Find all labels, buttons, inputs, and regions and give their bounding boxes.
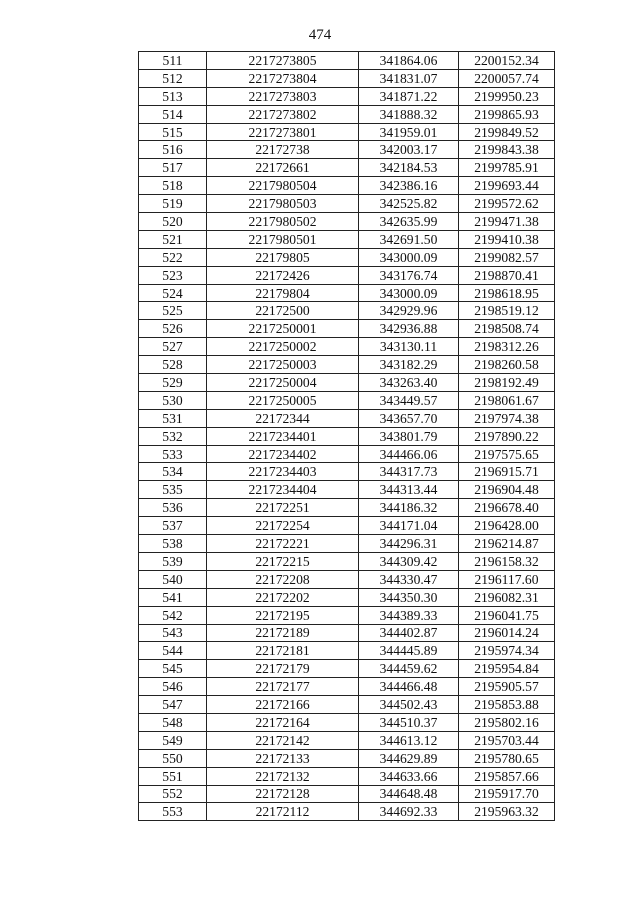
page-number: 474: [308, 27, 332, 43]
x-coordinate-cell: 344171.04: [359, 517, 459, 535]
point-id-cell: 2217980502: [207, 213, 359, 231]
table-row: [139, 517, 555, 535]
y-coordinate-cell: 2199082.57: [459, 248, 555, 266]
y-coordinate-cell: 2199410.38: [459, 230, 555, 248]
row-number-cell: 535: [139, 481, 207, 499]
table-row: [139, 338, 555, 356]
y-coordinate-cell: 2198618.95: [459, 284, 555, 302]
point-id-cell: 2217250004: [207, 374, 359, 392]
row-number-cell: 522: [139, 248, 207, 266]
x-coordinate-cell: 343657.70: [359, 409, 459, 427]
point-id-cell: 2217273804: [207, 69, 359, 87]
table-row: [139, 409, 555, 427]
x-coordinate-cell: 342003.17: [359, 141, 459, 159]
point-id-cell: 2217980503: [207, 195, 359, 213]
x-coordinate-cell: 344502.43: [359, 696, 459, 714]
y-coordinate-cell: 2195963.32: [459, 803, 555, 821]
row-number-cell: 551: [139, 767, 207, 785]
x-coordinate-cell: 344317.73: [359, 463, 459, 481]
row-number-cell: 548: [139, 713, 207, 731]
table-row: [139, 481, 555, 499]
y-coordinate-cell: 2196082.31: [459, 588, 555, 606]
point-id-cell: 2217250003: [207, 356, 359, 374]
row-number-cell: 519: [139, 195, 207, 213]
x-coordinate-cell: 341831.07: [359, 69, 459, 87]
x-coordinate-cell: 342936.88: [359, 320, 459, 338]
x-coordinate-cell: 344648.48: [359, 785, 459, 803]
row-number-cell: 544: [139, 642, 207, 660]
x-coordinate-cell: 341871.22: [359, 87, 459, 105]
point-id-cell: 2217234402: [207, 445, 359, 463]
point-id-cell: 22172661: [207, 159, 359, 177]
y-coordinate-cell: 2196428.00: [459, 517, 555, 535]
row-number-cell: 524: [139, 284, 207, 302]
y-coordinate-cell: 2195780.65: [459, 749, 555, 767]
y-coordinate-cell: 2195853.88: [459, 696, 555, 714]
point-id-cell: 22172177: [207, 678, 359, 696]
table-row: [139, 69, 555, 87]
row-number-cell: 549: [139, 731, 207, 749]
row-number-cell: 547: [139, 696, 207, 714]
table-row: [139, 660, 555, 678]
x-coordinate-cell: 344466.06: [359, 445, 459, 463]
x-coordinate-cell: 344389.33: [359, 606, 459, 624]
point-id-cell: 22172164: [207, 713, 359, 731]
table-row: [139, 213, 555, 231]
y-coordinate-cell: 2195954.84: [459, 660, 555, 678]
x-coordinate-cell: 342184.53: [359, 159, 459, 177]
table-row: [139, 356, 555, 374]
table-row: [139, 230, 555, 248]
y-coordinate-cell: 2196915.71: [459, 463, 555, 481]
row-number-cell: 538: [139, 535, 207, 553]
point-id-cell: 2217250002: [207, 338, 359, 356]
point-id-cell: 2217234403: [207, 463, 359, 481]
table-row: [139, 624, 555, 642]
y-coordinate-cell: 2199865.93: [459, 105, 555, 123]
row-number-cell: 523: [139, 266, 207, 284]
table-row: [139, 159, 555, 177]
table-row: [139, 678, 555, 696]
x-coordinate-cell: 343449.57: [359, 391, 459, 409]
table-row: [139, 731, 555, 749]
point-id-cell: 2217234404: [207, 481, 359, 499]
point-id-cell: 22172128: [207, 785, 359, 803]
table-row: [139, 499, 555, 517]
row-number-cell: 541: [139, 588, 207, 606]
table-row: [139, 177, 555, 195]
row-number-cell: 536: [139, 499, 207, 517]
x-coordinate-cell: 344445.89: [359, 642, 459, 660]
table-row: [139, 767, 555, 785]
point-id-cell: 22179804: [207, 284, 359, 302]
table-row: [139, 284, 555, 302]
row-number-cell: 528: [139, 356, 207, 374]
row-number-cell: 537: [139, 517, 207, 535]
table-row: [139, 302, 555, 320]
point-id-cell: 2217273802: [207, 105, 359, 123]
x-coordinate-cell: 344350.30: [359, 588, 459, 606]
x-coordinate-cell: 343176.74: [359, 266, 459, 284]
point-id-cell: 22172112: [207, 803, 359, 821]
point-id-cell: 2217273801: [207, 123, 359, 141]
y-coordinate-cell: 2198508.74: [459, 320, 555, 338]
x-coordinate-cell: 344296.31: [359, 535, 459, 553]
table-row: [139, 696, 555, 714]
point-id-cell: 22172189: [207, 624, 359, 642]
table-row: [139, 141, 555, 159]
row-number-cell: 532: [139, 427, 207, 445]
point-id-cell: 2217250001: [207, 320, 359, 338]
row-number-cell: 529: [139, 374, 207, 392]
point-id-cell: 2217273803: [207, 87, 359, 105]
x-coordinate-cell: 344629.89: [359, 749, 459, 767]
row-number-cell: 543: [139, 624, 207, 642]
row-number-cell: 515: [139, 123, 207, 141]
point-id-cell: 22172344: [207, 409, 359, 427]
table-row: [139, 248, 555, 266]
y-coordinate-cell: 2199849.52: [459, 123, 555, 141]
x-coordinate-cell: 344510.37: [359, 713, 459, 731]
row-number-cell: 533: [139, 445, 207, 463]
y-coordinate-cell: 2195857.66: [459, 767, 555, 785]
y-coordinate-cell: 2198312.26: [459, 338, 555, 356]
table-row: [139, 552, 555, 570]
x-coordinate-cell: 343130.11: [359, 338, 459, 356]
row-number-cell: 550: [139, 749, 207, 767]
y-coordinate-cell: 2199785.91: [459, 159, 555, 177]
y-coordinate-cell: 2197890.22: [459, 427, 555, 445]
x-coordinate-cell: 343182.29: [359, 356, 459, 374]
row-number-cell: 542: [139, 606, 207, 624]
x-coordinate-cell: 344459.62: [359, 660, 459, 678]
x-coordinate-cell: 344309.42: [359, 552, 459, 570]
table-row: [139, 52, 555, 70]
table-row: [139, 713, 555, 731]
row-number-cell: 512: [139, 69, 207, 87]
row-number-cell: 526: [139, 320, 207, 338]
x-coordinate-cell: 341864.06: [359, 52, 459, 70]
table-row: [139, 588, 555, 606]
row-number-cell: 517: [139, 159, 207, 177]
y-coordinate-cell: 2198870.41: [459, 266, 555, 284]
row-number-cell: 552: [139, 785, 207, 803]
table-row: [139, 391, 555, 409]
table-row: [139, 803, 555, 821]
table-row: [139, 87, 555, 105]
y-coordinate-cell: 2198260.58: [459, 356, 555, 374]
row-number-cell: 539: [139, 552, 207, 570]
point-id-cell: 22172133: [207, 749, 359, 767]
table-row: [139, 374, 555, 392]
point-id-cell: 22172166: [207, 696, 359, 714]
row-number-cell: 514: [139, 105, 207, 123]
point-id-cell: 22172195: [207, 606, 359, 624]
row-number-cell: 553: [139, 803, 207, 821]
y-coordinate-cell: 2199471.38: [459, 213, 555, 231]
point-id-cell: 22172179: [207, 660, 359, 678]
y-coordinate-cell: 2196214.87: [459, 535, 555, 553]
point-id-cell: 2217273805: [207, 52, 359, 70]
x-coordinate-cell: 342691.50: [359, 230, 459, 248]
table-row: [139, 535, 555, 553]
y-coordinate-cell: 2199950.23: [459, 87, 555, 105]
table-row: [139, 427, 555, 445]
table-row: [139, 749, 555, 767]
point-id-cell: 22172221: [207, 535, 359, 553]
y-coordinate-cell: 2198519.12: [459, 302, 555, 320]
x-coordinate-cell: 342525.82: [359, 195, 459, 213]
point-id-cell: 22172251: [207, 499, 359, 517]
y-coordinate-cell: 2196678.40: [459, 499, 555, 517]
row-number-cell: 530: [139, 391, 207, 409]
x-coordinate-cell: 344633.66: [359, 767, 459, 785]
x-coordinate-cell: 343000.09: [359, 284, 459, 302]
x-coordinate-cell: 341888.32: [359, 105, 459, 123]
y-coordinate-cell: 2195917.70: [459, 785, 555, 803]
row-number-cell: 511: [139, 52, 207, 70]
table-row: [139, 606, 555, 624]
table-row: [139, 195, 555, 213]
row-number-cell: 520: [139, 213, 207, 231]
y-coordinate-cell: 2198192.49: [459, 374, 555, 392]
row-number-cell: 527: [139, 338, 207, 356]
y-coordinate-cell: 2196158.32: [459, 552, 555, 570]
x-coordinate-cell: 344313.44: [359, 481, 459, 499]
table-row: [139, 105, 555, 123]
x-coordinate-cell: 343263.40: [359, 374, 459, 392]
point-id-cell: 22172142: [207, 731, 359, 749]
coordinates-table: [138, 51, 555, 821]
y-coordinate-cell: 2200152.34: [459, 52, 555, 70]
x-coordinate-cell: 342386.16: [359, 177, 459, 195]
y-coordinate-cell: 2196904.48: [459, 481, 555, 499]
point-id-cell: 2217250005: [207, 391, 359, 409]
table-row: [139, 570, 555, 588]
point-id-cell: 22172215: [207, 552, 359, 570]
point-id-cell: 22172132: [207, 767, 359, 785]
table-row: [139, 642, 555, 660]
x-coordinate-cell: 344186.32: [359, 499, 459, 517]
row-number-cell: 534: [139, 463, 207, 481]
point-id-cell: 2217234401: [207, 427, 359, 445]
row-number-cell: 518: [139, 177, 207, 195]
row-number-cell: 540: [139, 570, 207, 588]
y-coordinate-cell: 2197974.38: [459, 409, 555, 427]
y-coordinate-cell: 2195703.44: [459, 731, 555, 749]
x-coordinate-cell: 344466.48: [359, 678, 459, 696]
y-coordinate-cell: 2198061.67: [459, 391, 555, 409]
row-number-cell: 516: [139, 141, 207, 159]
x-coordinate-cell: 344330.47: [359, 570, 459, 588]
point-id-cell: 2217980501: [207, 230, 359, 248]
y-coordinate-cell: 2196014.24: [459, 624, 555, 642]
row-number-cell: 521: [139, 230, 207, 248]
row-number-cell: 525: [139, 302, 207, 320]
point-id-cell: 22172208: [207, 570, 359, 588]
point-id-cell: 22172500: [207, 302, 359, 320]
point-id-cell: 22172254: [207, 517, 359, 535]
table-row: [139, 266, 555, 284]
y-coordinate-cell: 2196117.60: [459, 570, 555, 588]
table-row: [139, 463, 555, 481]
y-coordinate-cell: 2199843.38: [459, 141, 555, 159]
x-coordinate-cell: 343801.79: [359, 427, 459, 445]
table-row: [139, 445, 555, 463]
row-number-cell: 546: [139, 678, 207, 696]
y-coordinate-cell: 2196041.75: [459, 606, 555, 624]
point-id-cell: 22179805: [207, 248, 359, 266]
point-id-cell: 22172426: [207, 266, 359, 284]
y-coordinate-cell: 2197575.65: [459, 445, 555, 463]
table-row: [139, 320, 555, 338]
y-coordinate-cell: 2200057.74: [459, 69, 555, 87]
x-coordinate-cell: 342635.99: [359, 213, 459, 231]
point-id-cell: 2217980504: [207, 177, 359, 195]
x-coordinate-cell: 343000.09: [359, 248, 459, 266]
point-id-cell: 22172202: [207, 588, 359, 606]
x-coordinate-cell: 341959.01: [359, 123, 459, 141]
point-id-cell: 22172738: [207, 141, 359, 159]
x-coordinate-cell: 344613.12: [359, 731, 459, 749]
point-id-cell: 22172181: [207, 642, 359, 660]
y-coordinate-cell: 2195905.57: [459, 678, 555, 696]
x-coordinate-cell: 342929.96: [359, 302, 459, 320]
x-coordinate-cell: 344402.87: [359, 624, 459, 642]
row-number-cell: 513: [139, 87, 207, 105]
table-row: [139, 785, 555, 803]
row-number-cell: 545: [139, 660, 207, 678]
row-number-cell: 531: [139, 409, 207, 427]
x-coordinate-cell: 344692.33: [359, 803, 459, 821]
y-coordinate-cell: 2195974.34: [459, 642, 555, 660]
table-row: [139, 123, 555, 141]
y-coordinate-cell: 2199693.44: [459, 177, 555, 195]
y-coordinate-cell: 2195802.16: [459, 713, 555, 731]
y-coordinate-cell: 2199572.62: [459, 195, 555, 213]
